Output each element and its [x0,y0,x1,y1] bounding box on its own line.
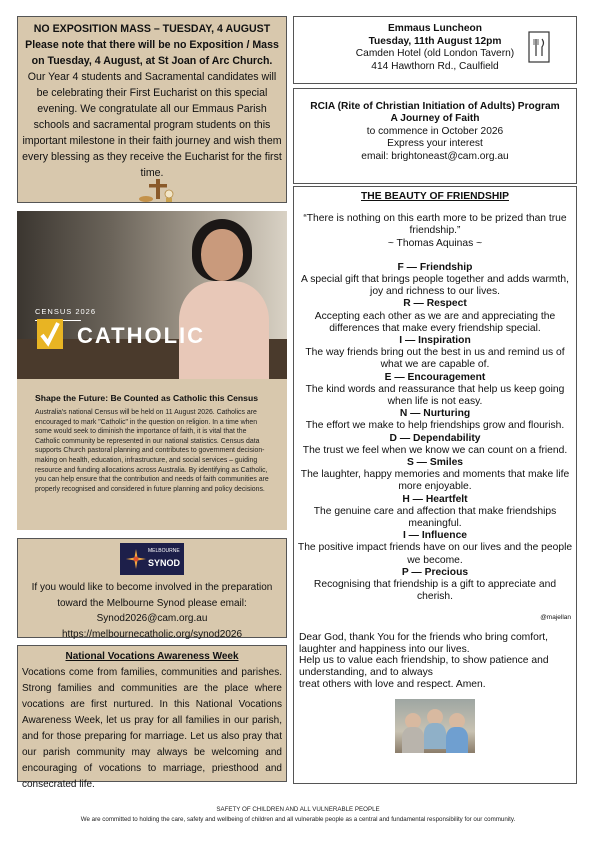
quote-author: ~ Thomas Aquinas ~ [387,237,483,249]
letter-text: The way friends bring out the best in us and remind us of what we are capable of. [305,347,565,371]
synod-logo [120,543,184,575]
menu-cutlery-icon [528,31,550,63]
friendship-prayer [297,632,573,691]
rcia-line1: to commence in October 2026 [366,125,504,137]
letter-text: The positive impact friends have on our lives and the people we become. [297,542,573,566]
rcia-title: RCIA (Rite of Christian Initiation of Adults) Program [310,101,560,112]
luncheon-title: Emmaus Luncheon [388,23,482,34]
vocations-panel [17,645,287,790]
friends-photo [395,699,475,753]
friendship-quote [297,213,573,250]
letter-heading: I — Inspiration [399,335,471,347]
rcia-email[interactable]: email: brightoneast@cam.org.au [361,150,509,162]
letter-text: The genuine care and affection that make friendships meaningful. [313,505,557,530]
synod-text: If you would like to become involved in the preparation toward the Melbourne Synod please email: [31,582,273,609]
synod-email[interactable]: Synod2026@cam.org.au [96,613,208,624]
friendship-panel [293,186,577,784]
letter-heading: H — Heartfelt [402,493,468,505]
image-credit: @majellan [540,613,571,621]
star-burst-icon [126,549,146,569]
census-panel [17,211,287,530]
letter-text: The laughter, happy memories and moments that make life more enjoyable. [300,469,570,493]
synod-logo-line1: MELBOURNE [148,548,180,554]
checkmark-icon [37,319,63,349]
census-photo [17,211,287,379]
vocations-body: Vocations come from families, communities and parishes. Strong families and communities are the place where vocations are first nurtured. In this National Vocations Awareness Week, let us pray for all families in our parish, and for those preparing for marriage. Let us also pray that our parish community may always be welcoming and encouraging of vocations to marriage, priesthood and consecrated life. [22,667,282,790]
letter-text: The trust we feel when we know we can count on a friend. [302,444,568,456]
letter-text: Recognising that friendship is a gift to appreciate and cherish. [313,579,557,603]
rcia-panel [293,88,577,184]
footer-text: We are committed to holding the care, safety and wellbeing of children and all vulnerable people as a central and fundamental responsibility for our community. [80,816,516,823]
exposition-heading: NO EXPOSITION MASS – TUESDAY, 4 AUGUST [33,23,271,35]
quote-text: “There is nothing on this earth more to be prized than true friendship.” [303,213,567,237]
friendship-letters [297,262,573,604]
census-title: Shape the Future: Be Counted as Catholic this Census [35,393,258,403]
exposition-notice-text: Please note that there will be no Exposition / Mass on Tuesday, 4 August, at St Joan of Arc Church. [25,39,279,67]
luncheon-date: Tuesday, 11th August 12pm [368,35,502,47]
letter-text: A special gift that brings people together and adds warmth, joy and richness to our lives. [301,274,569,298]
letter-heading: F — Friendship [397,261,473,273]
luncheon-venue: Camden Hotel (old London Tavern) [355,48,515,59]
exposition-notice [17,16,287,203]
census-body: Australia's national Census will be held on 11 August 2026. Catholics are encouraged to mark "Catholic" in the question on religion. In a time when some would seek to diminish the importance of faith, it is vital that the Catholic community be represented in our national statistics. Census data supports Church pastoral planning and contributes to government decision-making on health, education, infrastructure, and social services – guiding resource and funding allocations across Australia. By identifying as Catholic, you can help ensure that the contribution and needs of faith communities are properly recognised and considered in future planning and policy decisions. [35,409,269,493]
letter-heading: P — Precious [401,566,469,578]
prayer-line-2: Help us to value each friendship, to show patience and understanding, and to always [299,655,549,679]
prayer-line-3: treat others with love and respect. Amen. [299,678,486,690]
letter-text: The kind words and reassurance that help us keep going when life is not easy. [305,383,565,408]
exposition-body: Our Year 4 students and Sacramental candidates will be celebrating their First Eucharist on this special evening. We congratulate all our Emmaus Parish schools and sacramental program students on this important milestone in their faith journey and wish them every blessing as they receive the Eucharist for the first time. [22,71,282,179]
rcia-line2: Express your interest [387,138,483,150]
letter-heading: S — Smiles [406,457,464,469]
footer-heading: SAFETY OF CHILDREN AND ALL VULNERABLE PEOPLE [216,806,380,813]
woman-face-shape [201,229,243,281]
letter-text: The effort we make to help friendships grow and flourish. [305,420,565,432]
luncheon-panel [293,16,577,84]
friend-body-1 [402,727,424,753]
synod-url[interactable]: https://melbournecatholic.org/synod2026 [61,628,243,640]
luncheon-address: 414 Hawthorn Rd., Caulfield [371,60,499,72]
synod-panel [17,538,287,638]
friendship-heading: THE BEAUTY OF FRIENDSHIP [361,191,509,202]
synod-logo-line2: SYNOD [148,558,181,568]
vocations-heading: National Vocations Awareness Week [65,651,239,662]
letter-heading: I — Influence [402,530,468,542]
letter-heading: R — Respect [403,298,467,310]
letter-heading: N — Nurturing [399,408,471,420]
census-tag: CENSUS 2026 [35,307,97,316]
friend-body-3 [446,727,468,753]
friend-body-2 [424,723,446,749]
letter-text: Accepting each other as we are and appreciating the differences that make every friendship special. [314,310,556,334]
rcia-subtitle: A Journey of Faith [390,113,480,125]
safeguarding-footer [0,805,596,825]
prayer-line-1: Dear God, thank You for the friends who bring comfort, laughter and happiness into our lives. [299,631,548,655]
eucharist-cross-icon [138,179,178,203]
letter-heading: E — Encouragement [384,371,486,383]
letter-heading: D — Dependability [389,432,481,444]
catholic-word: CATHOLIC [77,323,206,348]
